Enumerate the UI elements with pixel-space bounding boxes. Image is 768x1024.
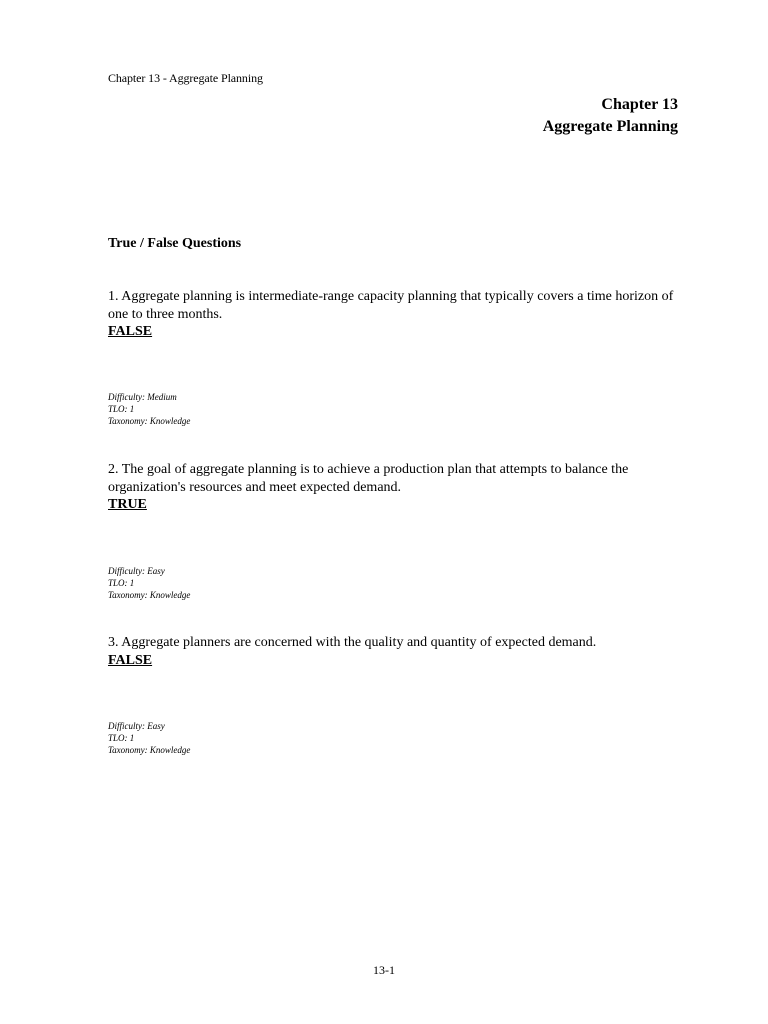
question-1-meta: [108, 391, 190, 427]
difficulty: Difficulty: Easy: [108, 566, 165, 576]
answer: FALSE: [108, 324, 153, 339]
chapter-name: Aggregate Planning: [542, 118, 678, 135]
question-text: 2. The goal of aggregate planning is to achieve a production plan that attempts to balance the organization's resources and meet expected demand.: [108, 462, 629, 495]
section-heading: True / False Questions: [108, 236, 242, 251]
question-2: [108, 461, 683, 514]
question-3-meta: [108, 720, 190, 756]
question-text: 3. Aggregate planners are concerned with the quality and quantity of expected demand.: [108, 635, 597, 650]
taxonomy: Taxonomy: Knowledge: [108, 745, 191, 755]
taxonomy: Taxonomy: Knowledge: [108, 590, 191, 600]
chapter-number: Chapter 13: [601, 96, 678, 113]
question-3: [108, 634, 683, 670]
answer: TRUE: [108, 497, 147, 512]
taxonomy: Taxonomy: Knowledge: [108, 416, 191, 426]
tlo: TLO: 1: [108, 733, 135, 743]
difficulty: Difficulty: Easy: [108, 721, 165, 731]
tlo: TLO: 1: [108, 578, 135, 588]
running-header: Chapter 13 - Aggregate Planning: [108, 71, 263, 85]
answer: FALSE: [108, 652, 153, 668]
chapter-title: [543, 94, 678, 138]
question-text: 1. Aggregate planning is intermediate-range capacity planning that typically covers a time horizon of one to three months.: [108, 289, 674, 322]
question-1: [108, 288, 683, 341]
question-2-meta: [108, 565, 190, 601]
tlo: TLO: 1: [108, 404, 135, 414]
page-number: 13-1: [373, 963, 395, 977]
difficulty: Difficulty: Medium: [108, 392, 177, 402]
